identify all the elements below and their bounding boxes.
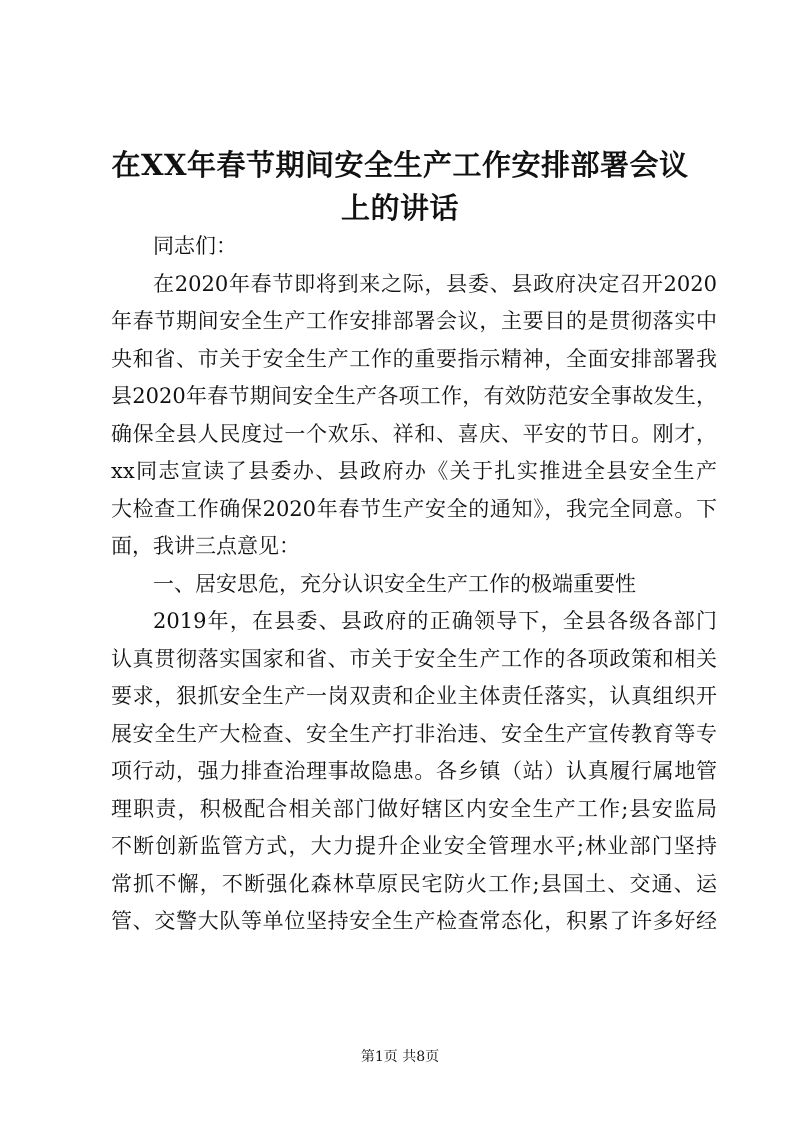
paragraph-line: 确保全县人民度过一个欢乐、祥和、喜庆、平安的节日。刚才， (111, 421, 717, 446)
paragraph-line: 2019年，在县委、县政府的正确领导下，全县各级各部门 (153, 609, 717, 633)
section-heading: 一、居安思危，充分认识安全生产工作的极端重要性 (153, 571, 636, 596)
paragraph-line: 常抓不懈，不断强化森林草原民宅防火工作;县国土、交通、运 (111, 871, 717, 896)
paragraph-line: 不断创新监管方式，大力提升企业安全管理水平;林业部门坚持 (111, 834, 717, 858)
paragraph-line: 管、交警大队等单位坚持安全生产检查常态化，积累了许多好经 (111, 909, 717, 933)
paragraph-line: 县2020年春节期间安全生产各项工作，有效防范安全事故发生， (111, 384, 717, 408)
document-title-line-2: 上的讲话 (340, 191, 459, 225)
paragraph-line: 展安全生产大检查、安全生产打非治违、安全生产宣传教育等专 (111, 721, 717, 746)
paragraph-line: 认真贯彻落实国家和省、市关于安全生产工作的各项政策和相关 (111, 646, 717, 671)
paragraph-line: 大检查工作确保2020年春节生产安全的通知》，我完全同意。下 (111, 496, 717, 521)
paragraph-line: 项行动，强力排查治理事故隐患。各乡镇（站）认真履行属地管 (111, 759, 717, 783)
paragraph-line: xx同志宣读了县委办、县政府办《关于扎实推进全县安全生产 (111, 459, 717, 483)
paragraph-line: 在2020年春节即将到来之际，县委、县政府决定召开2020 (153, 271, 717, 296)
paragraph-line: 理职责，积极配合相关部门做好辖区内安全生产工作;县安监局 (111, 796, 717, 821)
document-body (111, 228, 717, 941)
paragraph-line: 要求，狠抓安全生产一岗双责和企业主体责任落实，认真组织开 (111, 684, 717, 708)
paragraph-line: 面，我讲三点意见： (111, 534, 300, 558)
salutation: 同志们： (153, 234, 237, 258)
paragraph-line: 央和省、市关于安全生产工作的重要指示精神，全面安排部署我 (111, 346, 717, 371)
paragraph-line: 年春节期间安全生产工作安排部署会议，主要目的是贯彻落实中 (111, 309, 717, 333)
document-title-line-1: 在XX年春节期间安全生产工作安排部署会议 (111, 148, 689, 182)
page-number-footer: 第1页 共8页 (360, 1049, 440, 1065)
